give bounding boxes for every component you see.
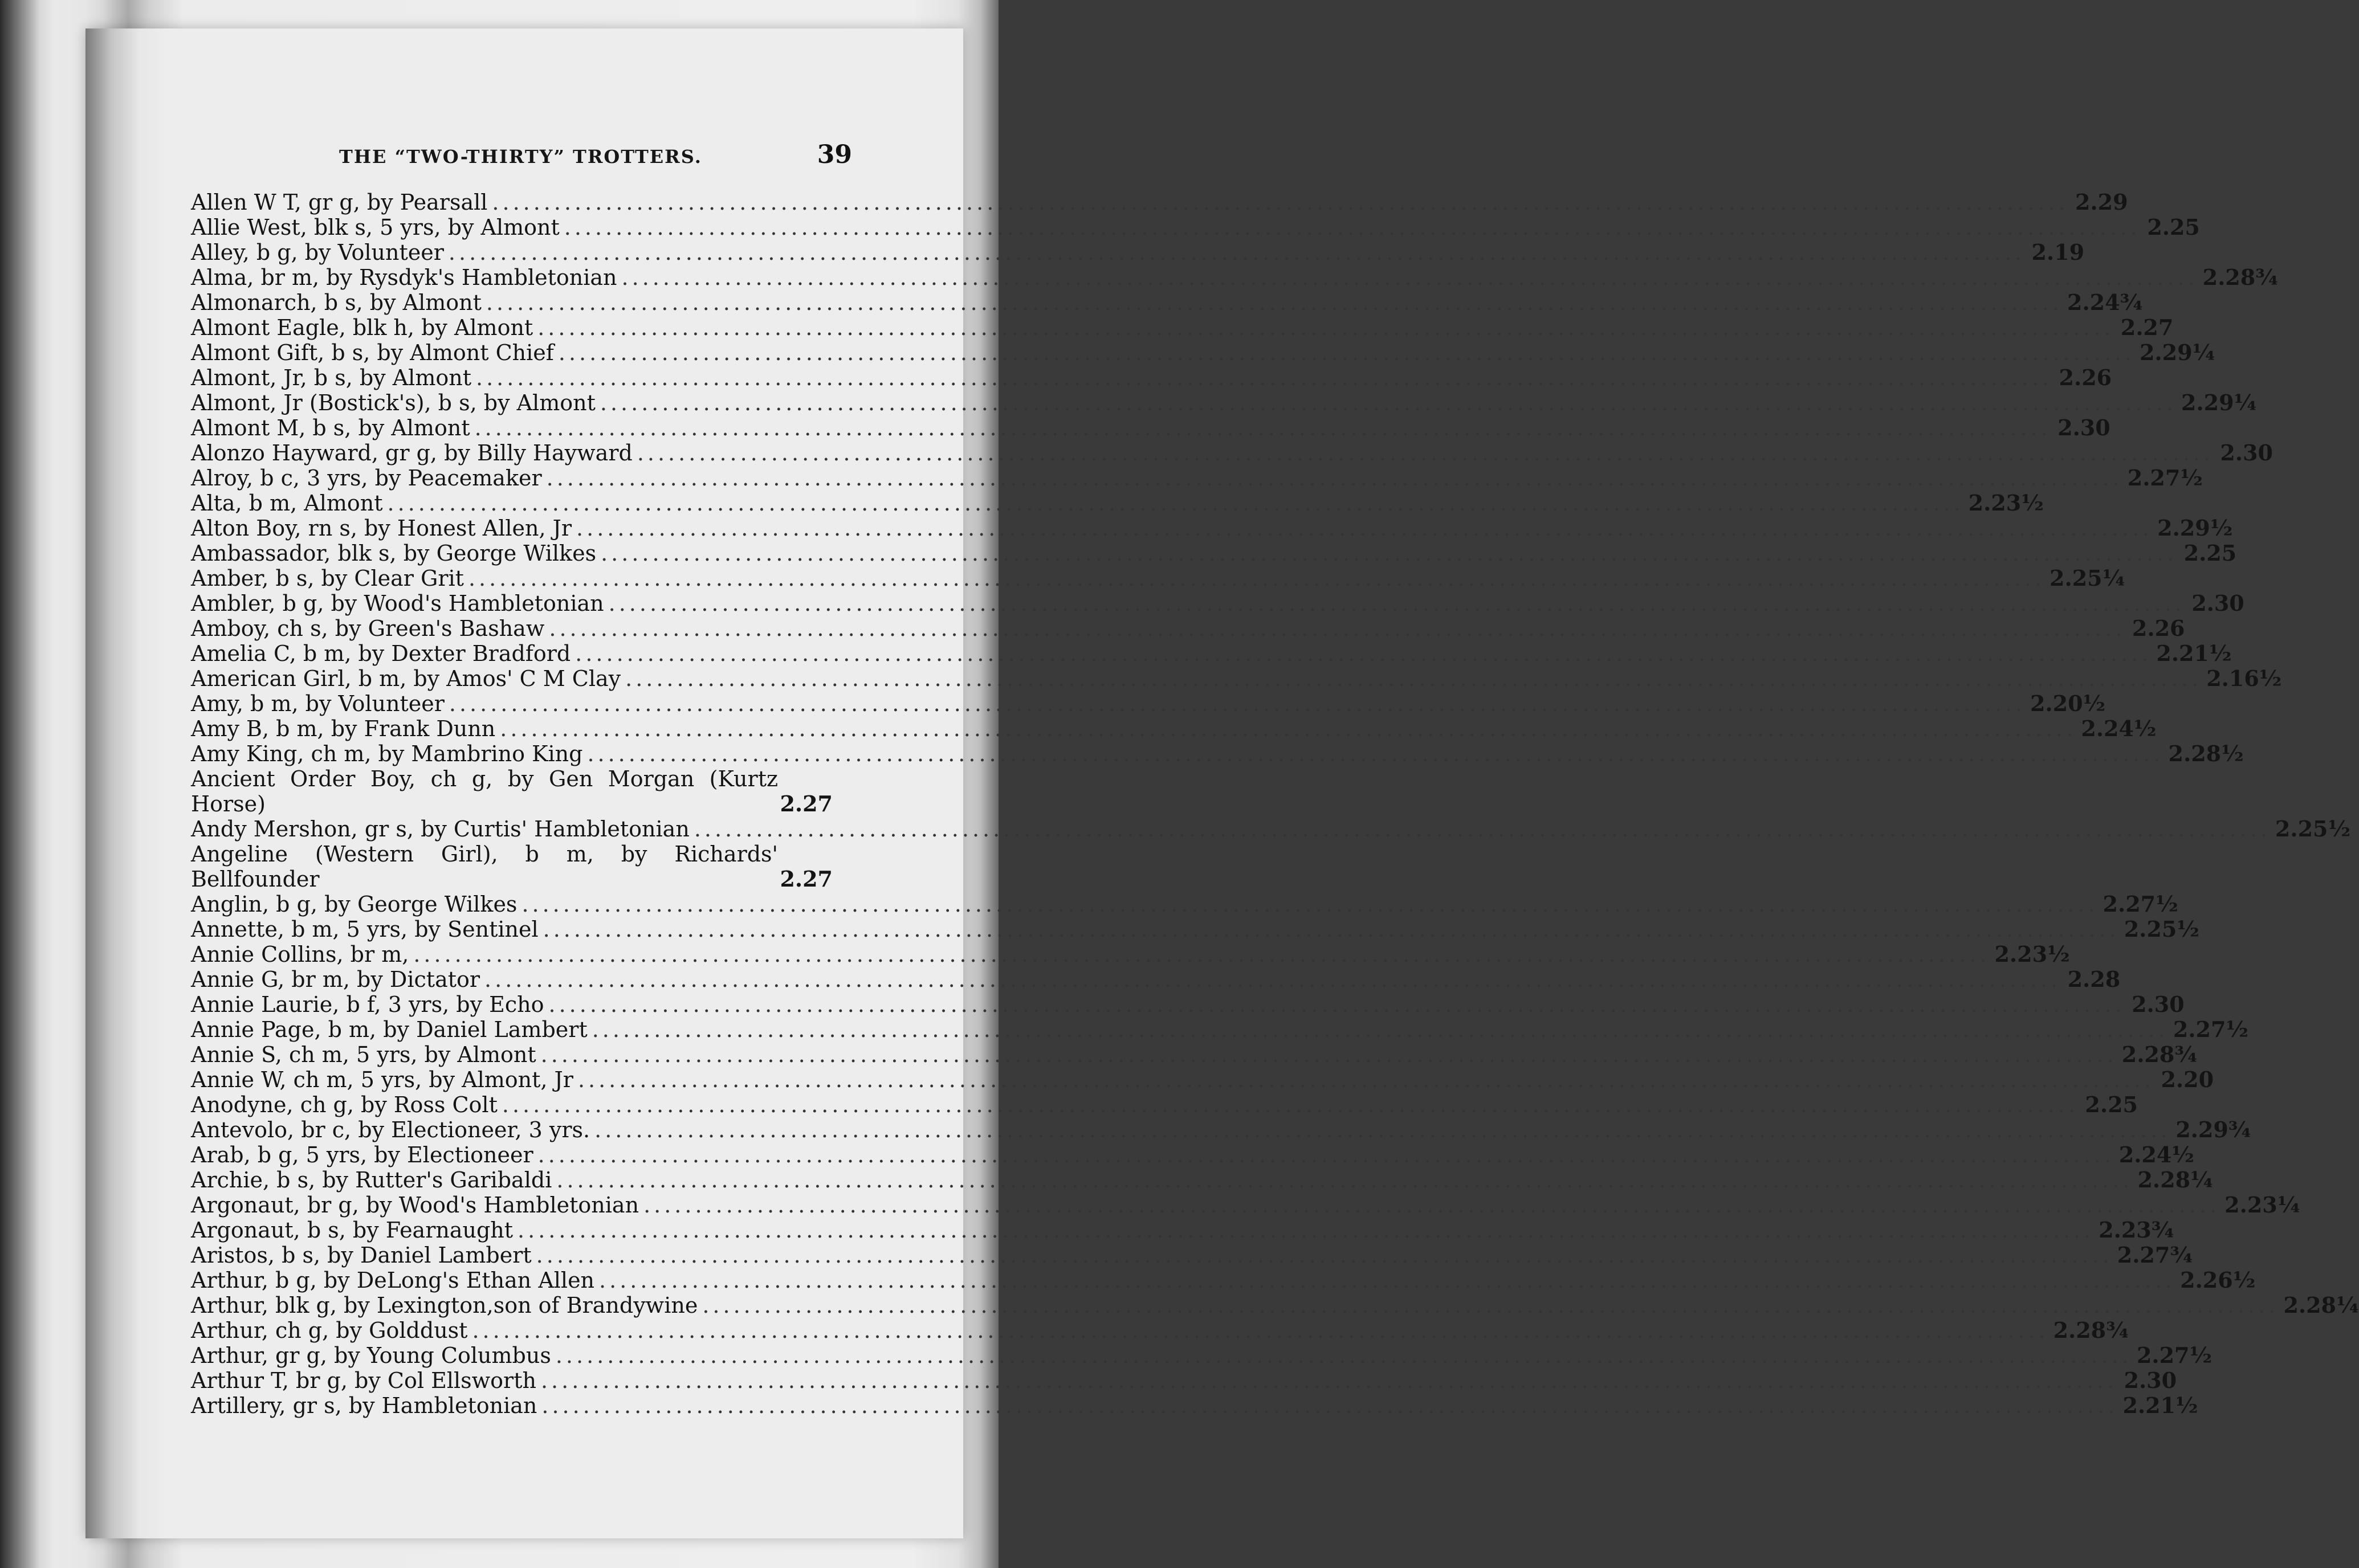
dot-leader [625, 666, 2202, 691]
list-item [191, 1142, 2194, 1167]
horse-entry-name: Almont Gift, b s, by Almont Chief [191, 340, 554, 365]
dot-leader [521, 892, 2098, 917]
record-time: 2.21½ [2156, 640, 2232, 666]
record-time: 2.23¼ [2224, 1192, 2300, 1218]
horse-entry-name: Anodyne, ch g, by Ross Colt [191, 1092, 498, 1117]
dot-leader [541, 1042, 2117, 1067]
record-time: 2.27½ [2103, 891, 2178, 917]
record-time: 2.28¾ [2053, 1317, 2129, 1343]
record-time: 2.29¼ [2181, 390, 2257, 415]
dot-leader [559, 340, 2135, 365]
record-time: 2.25 [2183, 540, 2237, 566]
dot-leader [575, 641, 2152, 666]
list-item [191, 1016, 2249, 1042]
dot-leader [556, 1343, 2132, 1368]
horse-entry-name: Amy, b m, by Volunteer [191, 691, 445, 716]
dot-leader [609, 591, 2185, 616]
dot-leader [486, 290, 2063, 315]
record-time: 2.28¼ [2137, 1167, 2213, 1193]
horse-entry-name: Annie G, br m, by Dictator [191, 967, 480, 992]
dot-leader [594, 1117, 2171, 1142]
dot-leader [592, 1017, 2169, 1042]
dot-leader [541, 1393, 2118, 1418]
dot-leader [543, 917, 2120, 942]
record-time: 2.26½ [2180, 1267, 2256, 1293]
list-item [191, 1242, 2193, 1268]
record-time: 2.24½ [2118, 1142, 2194, 1167]
list-item [191, 615, 2185, 641]
list-item [191, 1342, 2213, 1368]
list-item [191, 415, 2111, 440]
dot-leader [702, 1293, 2279, 1318]
page-header [191, 136, 852, 175]
list-item [191, 640, 2232, 666]
list-item [191, 515, 2233, 541]
dot-leader [538, 1142, 2114, 1167]
list-item [191, 1067, 2214, 1092]
record-time: 2.27½ [2127, 465, 2203, 491]
list-item [191, 1317, 2129, 1343]
dot-leader [576, 516, 2153, 541]
horse-entry-name: Aristos, b s, by Daniel Lambert [191, 1243, 532, 1268]
record-time: 2.25½ [2124, 916, 2199, 942]
horse-entry-name: Alta, b m, Almont [191, 491, 383, 516]
dot-leader [500, 716, 2076, 741]
record-time: 2.27½ [2136, 1342, 2213, 1368]
dot-leader [537, 315, 2114, 340]
record-time: 2.30 [2124, 1367, 2177, 1393]
dot-leader [476, 365, 2052, 390]
record-time: 2.27 [780, 866, 833, 892]
list-item [191, 891, 2178, 917]
record-time: 2.25½ [2275, 816, 2351, 842]
horse-entry-name: Almont M, b s, by Almont [191, 415, 470, 440]
list-item [191, 264, 2278, 290]
horse-entry-name: Alonzo Hayward, gr g, by Billy Hayward [191, 440, 633, 466]
record-time: 2.20½ [2030, 691, 2106, 716]
record-time: 2.27 [780, 791, 833, 816]
record-time: 2.24¾ [2067, 289, 2143, 315]
horse-entry-name: Ambler, b g, by Wood's Hambletonian [191, 591, 604, 616]
dot-leader [637, 440, 2214, 466]
dot-leader [587, 741, 2164, 766]
dot-leader [541, 1368, 2117, 1393]
horse-entry-name: Amber, b s, by Clear Grit [191, 566, 464, 591]
list-item [191, 691, 2106, 716]
record-time: 2.27¾ [2117, 1242, 2193, 1268]
horse-entry-name: Argonaut, b s, by Fearnaught [191, 1218, 514, 1243]
record-time: 2.27 [2120, 315, 2174, 340]
record-time: 2.27½ [2173, 1016, 2249, 1042]
list-item [191, 365, 2112, 390]
list-item [191, 741, 2244, 766]
list-item [191, 590, 2244, 616]
record-time: 2.28 [2067, 966, 2121, 992]
record-time: 2.30 [2057, 415, 2111, 440]
list-item [191, 465, 2203, 491]
horse-entry-name: Antevolo, br c, by Electioneer, 3 yrs. [191, 1117, 590, 1142]
record-time: 2.29 [2075, 189, 2128, 215]
list-item [191, 966, 2121, 992]
horse-entry-name: Ancient Order Boy, ch g, by Gen Morgan (Kurtz Horse) [191, 766, 778, 816]
dot-leader [472, 1318, 2048, 1343]
list-item [191, 1192, 2300, 1218]
dot-leader [536, 1243, 2113, 1268]
list-item [191, 1292, 2359, 1318]
record-time: 2.28¼ [2283, 1292, 2359, 1318]
list-item [191, 390, 2257, 415]
horse-entry-name: Allie West, blk s, 5 yrs, by Almont [191, 215, 560, 240]
horse-entry-name: Arthur T, br g, by Col Ellsworth [191, 1368, 536, 1393]
record-time: 2.29¾ [2175, 1117, 2251, 1142]
list-item [191, 916, 2199, 942]
list-item [191, 665, 2282, 691]
list-item [191, 239, 2085, 265]
dot-leader [449, 240, 2025, 265]
dot-leader [643, 1193, 2220, 1218]
record-time: 2.23½ [1968, 490, 2044, 516]
horse-entry-name: Almonarch, b s, by Almont [191, 290, 482, 315]
list-item [191, 991, 2185, 1017]
list-item [191, 766, 852, 816]
list-item [191, 1393, 2198, 1418]
dot-leader [564, 215, 2141, 240]
dot-leader [518, 1218, 2094, 1243]
dot-leader [413, 942, 1990, 967]
list-item [191, 1217, 2174, 1243]
horse-entry-name: Almont Eagle, blk h, by Almont [191, 315, 533, 340]
dot-leader [622, 265, 2198, 290]
horse-entry-name: Allen W T, gr g, by Pearsall [191, 190, 488, 215]
dot-leader [599, 1268, 2175, 1293]
horse-entry-name: Amy King, ch m, by Mambrino King [191, 741, 583, 766]
list-item [191, 716, 2157, 741]
dot-leader [549, 616, 2125, 641]
list-item [191, 1042, 2197, 1067]
list-item [191, 816, 2351, 842]
dot-leader [502, 1092, 2079, 1117]
list-item [191, 1367, 2177, 1393]
dot-leader [449, 691, 2026, 716]
list-item [191, 315, 2174, 340]
horse-entry-name: Alton Boy, rn s, by Honest Allen, Jr [191, 516, 572, 541]
horse-entry-name: Annette, b m, 5 yrs, by Sentinel [191, 917, 539, 942]
horse-entry-name: Ambassador, blk s, by George Wilkes [191, 541, 597, 566]
horse-entry-name: Anglin, b g, by George Wilkes [191, 892, 518, 917]
running-head: THE “TWO-THIRTY” TROTTERS. [339, 146, 702, 168]
horse-entry-name: Angeline (Western Girl), b m, by Richards' Bellfounder [191, 842, 778, 892]
record-time: 2.23¾ [2099, 1217, 2174, 1243]
horse-entry-name: American Girl, b m, by Amos' C M Clay [191, 666, 621, 691]
dot-leader [556, 1167, 2133, 1193]
dot-leader [694, 816, 2271, 842]
horse-entry-name: Archie, b s, by Rutter's Garibaldi [191, 1167, 552, 1193]
horse-entry-name: Alley, b g, by Volunteer [191, 240, 444, 265]
record-time: 2.25 [2147, 214, 2200, 240]
horse-entry-name: Arthur, b g, by DeLong's Ethan Allen [191, 1268, 595, 1293]
list-item [191, 189, 2128, 215]
horse-entry-name: Amy B, b m, by Frank Dunn [191, 716, 496, 741]
record-time: 2.24½ [2081, 716, 2157, 741]
horse-entry-name: Artillery, gr s, by Hambletonian [191, 1393, 537, 1418]
horse-entry-name: Almont, Jr (Bostick's), b s, by Almont [191, 390, 596, 415]
record-time: 2.16½ [2206, 665, 2282, 691]
record-time: 2.23½ [1994, 941, 2070, 967]
horse-entry-name: Annie Collins, br m, [191, 942, 409, 967]
record-time: 2.28¾ [2121, 1042, 2197, 1067]
dot-leader [601, 541, 2177, 566]
horse-entry-name: Alma, br m, by Rysdyk's Hambletonian [191, 265, 617, 290]
record-time: 2.26 [2132, 615, 2185, 641]
list-item [191, 941, 2070, 967]
list-item [191, 1117, 2251, 1142]
record-time: 2.25¼ [2050, 565, 2125, 591]
horse-entry-name: Arthur, blk g, by Lexington,son of Brandywine [191, 1293, 698, 1318]
record-time: 2.28¾ [2202, 264, 2278, 290]
record-time: 2.20 [2161, 1067, 2214, 1092]
horse-entry-name: Annie Page, b m, by Daniel Lambert [191, 1017, 588, 1042]
horse-entry-name: Annie Laurie, b f, 3 yrs, by Echo [191, 992, 544, 1017]
list-item [191, 1267, 2256, 1293]
list-item [191, 289, 2143, 315]
record-time: 2.29½ [2157, 515, 2233, 541]
record-time: 2.26 [2059, 365, 2112, 390]
record-time: 2.30 [2220, 440, 2273, 466]
list-item [191, 490, 2044, 516]
record-time: 2.28½ [2168, 741, 2244, 766]
horse-entry-name: Arthur, ch g, by Golddust [191, 1318, 468, 1343]
horse-entry-name: Amelia C, b m, by Dexter Bradford [191, 641, 571, 666]
list-item [191, 540, 2237, 566]
horse-entry-name: Amboy, ch s, by Green's Bashaw [191, 616, 545, 641]
dot-leader [492, 190, 2068, 215]
list-item [191, 440, 2273, 466]
dot-leader [547, 466, 2123, 491]
record-time: 2.19 [2031, 239, 2085, 265]
list-item [191, 565, 2125, 591]
trotter-list [191, 189, 2359, 1418]
horse-entry-name: Argonaut, br g, by Wood's Hambletonian [191, 1193, 639, 1218]
list-item [191, 340, 2215, 365]
record-time: 2.21½ [2122, 1393, 2198, 1418]
dot-leader [388, 491, 1964, 516]
list-item [191, 1092, 2138, 1117]
record-time: 2.30 [2132, 991, 2185, 1017]
horse-entry-name: Andy Mershon, gr s, by Curtis' Hambletonian [191, 816, 690, 842]
dot-leader [578, 1067, 2154, 1092]
horse-entry-name: Arab, b g, 5 yrs, by Electioneer [191, 1142, 533, 1167]
record-time: 2.30 [2191, 590, 2244, 616]
horse-entry-name: Almont, Jr, b s, by Almont [191, 365, 471, 390]
horse-entry-name: Annie W, ch m, 5 yrs, by Almont, Jr [191, 1067, 573, 1092]
dot-leader [475, 415, 2051, 440]
page-number: 39 [817, 140, 852, 169]
list-item [191, 214, 2200, 240]
record-time: 2.29¼ [2139, 340, 2215, 365]
dot-leader [468, 566, 2045, 591]
dot-leader [600, 390, 2177, 415]
horse-entry-name: Annie S, ch m, 5 yrs, by Almont [191, 1042, 536, 1067]
dot-leader [484, 967, 2061, 992]
binding-shadow [85, 28, 165, 1538]
record-time: 2.25 [2085, 1092, 2138, 1117]
horse-entry-name: Alroy, b c, 3 yrs, by Peacemaker [191, 466, 542, 491]
dot-leader [549, 992, 2125, 1017]
horse-entry-name: Arthur, gr g, by Young Columbus [191, 1343, 551, 1368]
list-item [191, 1167, 2213, 1193]
list-item [191, 842, 852, 892]
